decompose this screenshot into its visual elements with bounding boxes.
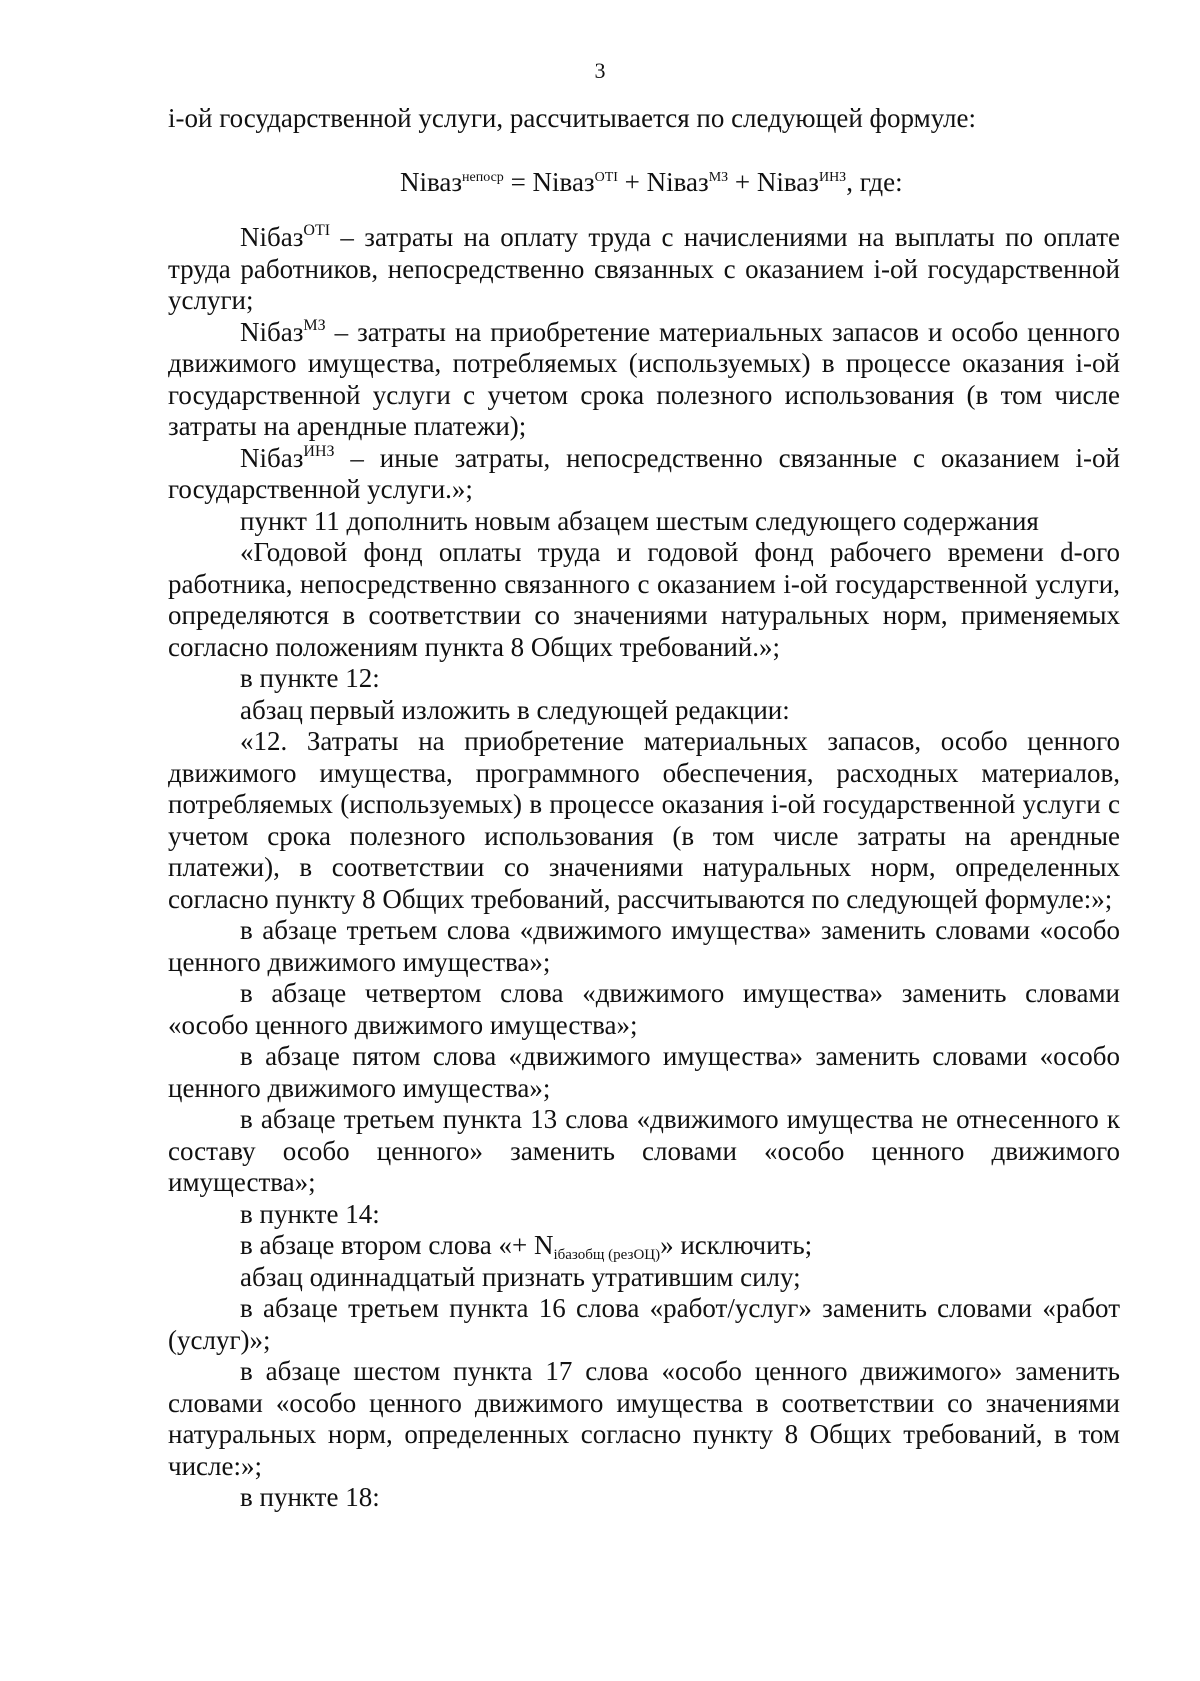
paragraph: в пункте 12: <box>240 663 380 693</box>
definition-symbol: Nібаз <box>240 316 304 347</box>
formula-term-oti: Nіваз <box>532 166 595 197</box>
paragraph: в абзаце третьем пункта 13 слова «движимого имущества не отнесенного к составу особо ценного» заменить словами «особо ценного движимого имущества»; <box>168 1104 1120 1197</box>
definition-text: – иные затраты, непосредственно связанные с оказанием i-ой государственной услуги.»; <box>168 442 1120 504</box>
definition-superscript: ОТІ <box>303 222 331 239</box>
paragraph: в пункте 18: <box>240 1482 380 1512</box>
paragraph: пункт 11 дополнить новым абзацем шестым следующего содержания <box>240 505 1039 536</box>
paragraph: «12. Затраты на приобретение материальных запасов, особо ценного движимого имущества, программного обеспечения, расходных материалов, потребляемых (используемых) в процессе оказания i-ой государственной услуги с учетом срока полезного использования (в том числе затраты на арендные платежи), в соответствии со значениями натуральных норм, определенных согласно пункту 8 Общих требований, рассчитываются по следующей формуле:»; <box>168 726 1120 914</box>
definition-symbol: Nібаз <box>240 442 304 473</box>
paragraph: абзац одиннадцатый признать утратившим силу; <box>240 1261 801 1292</box>
formula-sup-oti: ОТІ <box>594 169 618 185</box>
cost-formula <box>168 167 1120 199</box>
formula-subscript: iбазобщ (резОЦ) <box>553 1247 661 1263</box>
paragraph: в абзаце шестом пункта 17 слова «особо ценного движимого» заменить словами «особо ценного движимого имущества в соответствии со значениями натуральных норм, определенных согласно пункту 8 Общих требований, в том числе:»; <box>168 1356 1120 1481</box>
formula-term-inz: Nіваз <box>756 166 819 197</box>
paragraph-part: » исключить; <box>660 1230 813 1260</box>
paragraph: в абзаце третьем пункта 16 слова «работ/услуг» заменить словами «работ (услуг)»; <box>168 1293 1120 1355</box>
formula-sup-mz: МЗ <box>708 169 729 185</box>
document-body <box>168 103 1120 1514</box>
formula-term-mz: Nіваз <box>646 166 709 197</box>
paragraph: «Годовой фонд оплаты труда и годовой фонд рабочего времени d-ого работника, непосредственно связанного с оказанием i-ой государственной услуги, определяются в соответствии со значениями натуральных норм, применяемых согласно положениям пункта 8 Общих требований.»; <box>168 537 1120 662</box>
definition-superscript: ИНЗ <box>303 442 335 460</box>
formula-sup-total: непоср <box>462 169 504 185</box>
paragraph: в пункте 14: <box>240 1198 380 1229</box>
formula-sup-inz: ИНЗ <box>818 169 847 185</box>
definition-symbol: Nібаз <box>240 222 304 252</box>
formula-term-total: Nіваз <box>400 166 463 197</box>
paragraph: в абзаце четвертом слова «движимого имущества» заменить словами «особо ценного движимого имущества»; <box>168 978 1120 1040</box>
definition-text: – затраты на оплату труда с начислениями на выплаты по оплате труда работников, непосредственно связанных с оказанием i-ой государственной услуги; <box>168 222 1120 315</box>
formula-plus-2: + <box>728 166 757 197</box>
paragraph: в абзаце третьем слова «движимого имущества» заменить словами «особо ценного движимого имущества»; <box>168 915 1120 977</box>
paragraph-with-subscript <box>168 1230 1120 1262</box>
page-number: 3 <box>594 58 606 83</box>
formula-equals: = <box>503 166 533 197</box>
intro-paragraph: i-ой государственной услуги, рассчитывается по следующей формуле: <box>168 103 976 133</box>
definition-text: – затраты на приобретение материальных запасов и особо ценного движимого имущества, потребляемых (используемых) в процессе оказания i-ой государственной услуги с учетом срока полезного использования (в том числе затраты на арендные платежи); <box>168 316 1120 441</box>
paragraph: абзац первый изложить в следующей редакции: <box>240 694 790 725</box>
paragraph-part: в абзаце втором слова «+ N <box>240 1230 554 1260</box>
paragraph: в абзаце пятом слова «движимого имущества» заменить словами «особо ценного движимого имущества»; <box>168 1041 1120 1103</box>
definition-superscript: МЗ <box>303 316 326 334</box>
definition-mz <box>168 317 1120 443</box>
formula-tail: , где: <box>846 166 903 197</box>
definition-inz <box>168 443 1120 506</box>
formula-plus-1: + <box>617 166 647 197</box>
definition-oti <box>168 222 1120 317</box>
